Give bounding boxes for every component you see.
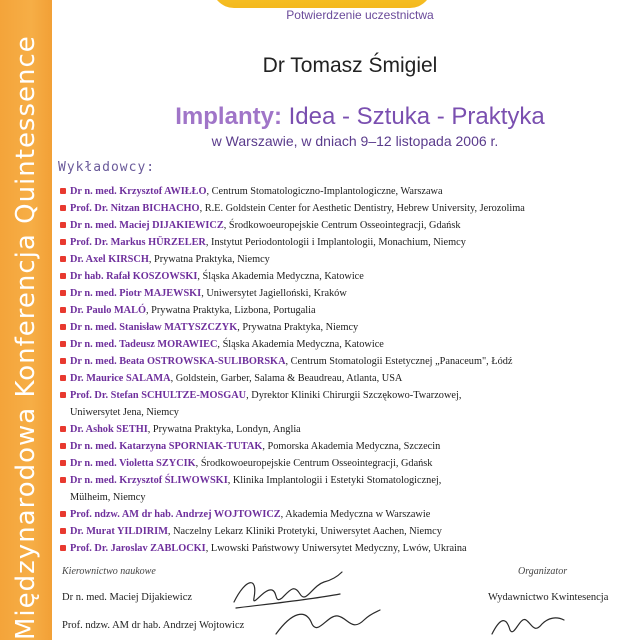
bullet-icon xyxy=(60,477,66,483)
lecturer-item: Prof. Dr. Stefan SCHULTZE-MOSGAU, Dyrektor Kliniki Chirurgii Szczękowo-Twarzowej, xyxy=(60,387,635,404)
bullet-icon xyxy=(60,443,66,449)
bullet-icon xyxy=(60,188,66,194)
bullet-icon xyxy=(60,324,66,330)
course-title xyxy=(0,103,640,131)
logo-strip xyxy=(212,0,432,8)
lecturer-item: Dr. Paulo MALÓ, Prywatna Praktyka, Lizbona, Portugalia xyxy=(60,302,635,319)
lecturer-item-continuation: Uniwersytet Jena, Niemcy xyxy=(70,407,179,418)
bullet-icon xyxy=(60,205,66,211)
lecturer-item: Dr n. med. Piotr MAJEWSKI, Uniwersytet Jagielloński, Kraków xyxy=(60,285,635,302)
organizer-name: Wydawnictwo Kwintesencja xyxy=(488,592,609,603)
course-title-rest: Idea - Sztuka - Praktyka xyxy=(288,103,545,130)
lecturer-item: Dr. Murat YILDIRIM, Naczelny Lekarz Kliniki Protetyki, Uniwersytet Aachen, Niemcy xyxy=(60,523,635,540)
lecturer-item: Prof. ndzw. AM dr hab. Andrzej WOJTOWICZ, Akademia Medyczna w Warszawie xyxy=(60,506,635,523)
signatory-wojtowicz: Prof. ndzw. AM dr hab. Andrzej Wojtowicz xyxy=(62,620,245,631)
bullet-icon xyxy=(60,222,66,228)
lecturer-item: Dr. Axel KIRSCH, Prywatna Praktyka, Niemcy xyxy=(60,251,635,268)
signature-organizer xyxy=(488,610,568,640)
bullet-icon xyxy=(60,426,66,432)
lecturer-item: Dr n. med. Krzysztof AWIŁŁO, Centrum Stomatologiczno-Implantologiczne, Warszawa xyxy=(60,183,635,200)
certificate-subtitle: Potwierdzenie uczestnictwa xyxy=(286,8,434,22)
bullet-icon xyxy=(60,375,66,381)
bullet-icon xyxy=(60,239,66,245)
course-date: w Warszawie, w dniach 9–12 listopada 2006 r. xyxy=(211,133,499,149)
lecturer-item: Dr n. med. Stanisław MATYSZCZYK, Prywatna Praktyka, Niemcy xyxy=(60,319,635,336)
lecturer-item: Dr. Ashok SETHI, Prywatna Praktyka, Londyn, Anglia xyxy=(60,421,635,438)
bullet-icon xyxy=(60,545,66,551)
lecturer-item: Dr n. med. Maciej DIJAKIEWICZ, Środkowoeuropejskie Centrum Osseointegracji, Gdańsk xyxy=(60,217,635,234)
organizer-label: Organizator xyxy=(518,566,568,577)
bullet-icon xyxy=(60,358,66,364)
bullet-icon xyxy=(60,256,66,262)
signatory-dijakiewicz: Dr n. med. Maciej Dijakiewicz xyxy=(62,592,193,603)
bullet-icon xyxy=(60,392,66,398)
lecturer-item: Dr n. med. Krzysztof ŚLIWOWSKI, Klinika Implantologii i Estetyki Stomatologicznej, xyxy=(60,472,635,489)
side-band xyxy=(0,0,52,640)
lecturer-item: Prof. Dr. Jaroslav ZABLOCKI, Lwowski Państwowy Uniwersytet Medyczny, Lwów, Ukraina xyxy=(60,540,635,557)
lecturers-list xyxy=(60,183,635,557)
lecturer-item: Prof. Dr. Nitzan BICHACHO, R.E. Goldstein Center for Aesthetic Dentistry, Hebrew University, Jerozolima xyxy=(60,200,635,217)
bullet-icon xyxy=(60,273,66,279)
signature-wojtowicz xyxy=(272,606,382,640)
lecturer-item: Dr hab. Rafał KOSZOWSKI, Śląska Akademia Medyczna, Katowice xyxy=(60,268,635,285)
side-band-text: Międzynarodowa Konferencja Quintessence xyxy=(11,35,41,640)
lecturer-item: Dr n. med. Tadeusz MORAWIEC, Śląska Akademia Medyczna, Katowice xyxy=(60,336,635,353)
lecturer-item-continuation: Mülheim, Niemcy xyxy=(70,492,146,503)
bullet-icon xyxy=(60,460,66,466)
bullet-icon xyxy=(60,341,66,347)
scientific-management-label: Kierownictwo naukowe xyxy=(62,566,156,577)
recipient-name: Dr Tomasz Śmigiel xyxy=(262,54,438,77)
bullet-icon xyxy=(60,307,66,313)
lecturer-item: Dr n. med. Katarzyna SPORNIAK-TUTAK, Pomorska Akademia Medyczna, Szczecin xyxy=(60,438,635,455)
lecturer-item: Dr n. med. Violetta SZYCIK, Środkowoeuropejskie Centrum Osseointegracji, Gdańsk xyxy=(60,455,635,472)
lecturer-item: Dr. Maurice SALAMA, Goldstein, Garber, Salama & Beaudreau, Atlanta, USA xyxy=(60,370,635,387)
bullet-icon xyxy=(60,511,66,517)
bullet-icon xyxy=(60,290,66,296)
course-title-bold: Implanty: xyxy=(175,103,282,130)
lecturer-item: Prof. Dr. Markus HÜRZELER, Instytut Periodontologii i Implantologii, Monachium, Niemcy xyxy=(60,234,635,251)
bullet-icon xyxy=(60,528,66,534)
lecturers-heading: Wykładowcy: xyxy=(58,160,156,175)
lecturer-item: Dr n. med. Beata OSTROWSKA-SULIBORSKA, Centrum Stomatologii Estetycznej „Panaceum", Łódź xyxy=(60,353,635,370)
